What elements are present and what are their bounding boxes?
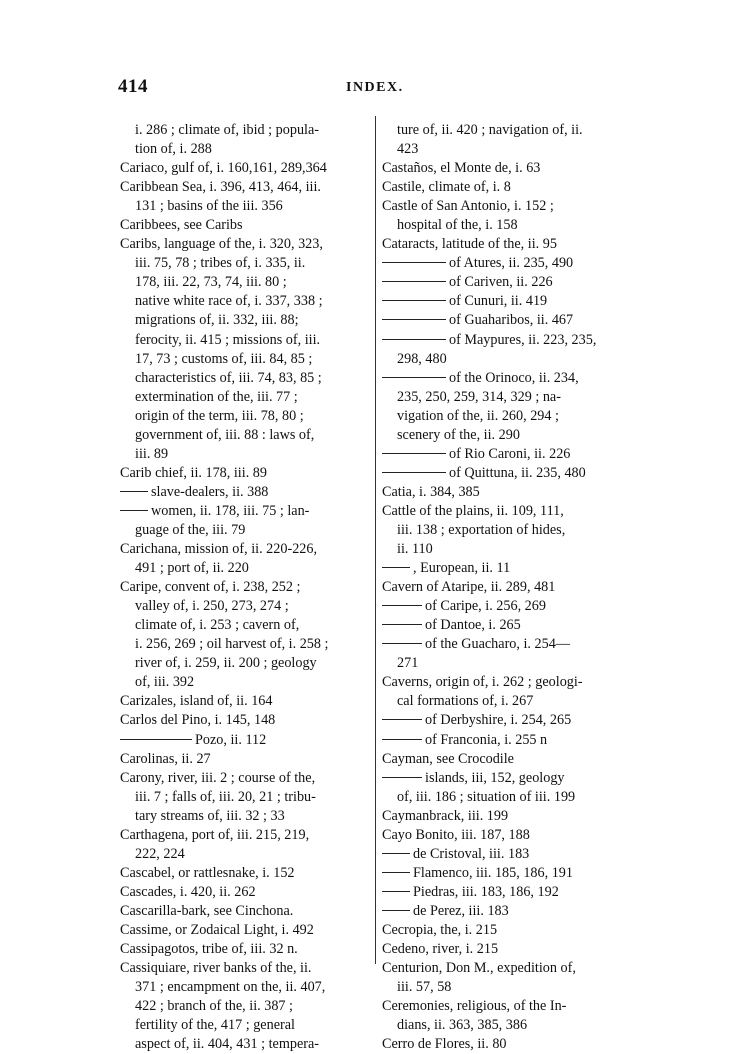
index-line — [120, 959, 372, 978]
page-number: 414 — [118, 76, 148, 97]
index-line-text: of Quittuna, ii. 235, 480 — [449, 464, 586, 481]
ditto-dash — [382, 300, 446, 301]
index-line-text: Cassime, or Zodaical Light, i. 492 — [120, 921, 314, 938]
ditto-dash — [382, 719, 422, 720]
index-line — [120, 845, 372, 864]
index-line — [382, 426, 644, 445]
index-line-text: scenery of the, ii. 290 — [397, 426, 520, 443]
index-line — [382, 769, 644, 788]
index-line — [120, 331, 372, 350]
index-line — [120, 407, 372, 426]
index-line-text: Cassipagotos, tribe of, iii. 32 n. — [120, 941, 298, 958]
index-line — [120, 864, 372, 883]
index-line — [382, 997, 644, 1016]
index-line — [120, 769, 372, 788]
index-line-text: Cariaco, gulf of, i. 160,161, 289,364 — [120, 160, 327, 177]
index-line — [120, 540, 372, 559]
index-line-text: Castaños, el Monte de, i. 63 — [382, 160, 541, 177]
index-line-text: Castle of San Antonio, i. 152 ; — [382, 198, 554, 215]
index-line-text: Caymanbrack, iii. 199 — [382, 807, 509, 824]
index-line — [382, 883, 644, 902]
index-line-text: Cayman, see Crocodile — [382, 750, 514, 767]
index-line — [120, 140, 372, 159]
index-line-text: of Cariven, ii. 226 — [449, 274, 553, 291]
index-line-text: Cayo Bonito, iii. 187, 188 — [382, 826, 530, 843]
index-line — [120, 807, 372, 826]
index-line — [382, 692, 644, 711]
index-line — [382, 597, 644, 616]
index-line — [382, 464, 644, 483]
index-line-text: of the Orinoco, ii. 234, — [449, 369, 579, 386]
index-line — [382, 235, 644, 254]
index-line — [120, 883, 372, 902]
index-line-text: vigation of the, ii. 260, 294 ; — [397, 407, 559, 424]
ditto-dash — [382, 377, 446, 378]
index-line-text: ture of, ii. 420 ; navigation of, ii. — [397, 122, 583, 138]
index-line-text: Centurion, Don M., expedition of, — [382, 960, 576, 977]
index-line-text: migrations of, ii. 332, iii. 88; — [135, 312, 299, 329]
index-line — [120, 940, 372, 959]
index-line-text: Carichana, mission of, ii. 220-226, — [120, 541, 318, 558]
index-line — [382, 311, 644, 330]
index-line — [382, 407, 644, 426]
index-line-text: fertility of the, 417 ; general — [135, 1017, 295, 1034]
index-line — [120, 921, 372, 940]
index-line-text: Cecropia, the, i. 215 — [382, 921, 498, 938]
index-line-text: Caribs, language of the, i. 320, 323, — [120, 236, 323, 253]
index-line-text: of Caripe, i. 256, 269 — [425, 598, 546, 615]
index-line — [382, 521, 644, 540]
index-line — [382, 483, 644, 502]
index-line-text: islands, iii, 152, geology — [425, 769, 565, 786]
index-line — [120, 254, 372, 273]
index-line-text: extermination of the, iii. 77 ; — [135, 388, 298, 405]
index-line-text: of, iii. 186 ; situation of iii. 199 — [397, 788, 576, 805]
index-line-text: Carony, river, iii. 2 ; course of the, — [120, 769, 316, 786]
index-line — [382, 654, 644, 673]
index-line-text: Carthagena, port of, iii. 215, 219, — [120, 826, 310, 843]
index-line — [120, 350, 372, 369]
index-line-text: Cascabel, or rattlesnake, i. 152 — [120, 864, 295, 881]
index-line-text: Carib chief, ii. 178, iii. 89 — [120, 464, 267, 481]
index-line-text: 371 ; encampment on the, ii. 407, — [135, 979, 326, 996]
index-line — [120, 692, 372, 711]
index-line-text: Catia, i. 384, 385 — [382, 483, 480, 500]
index-line — [120, 731, 372, 750]
index-line-text: hospital of the, i. 158 — [397, 217, 518, 234]
index-line-text: Cascarilla-bark, see Cinchona. — [120, 902, 294, 919]
index-line-text: of Cunuri, ii. 419 — [449, 293, 548, 310]
index-line — [120, 464, 372, 483]
index-line — [382, 902, 644, 921]
index-line-text: 178, iii. 22, 73, 74, iii. 80 ; — [135, 274, 287, 291]
index-line — [382, 216, 644, 235]
index-column-left — [120, 121, 372, 1054]
index-line — [382, 369, 644, 388]
index-line-text: of Derbyshire, i. 254, 265 — [425, 712, 572, 729]
index-line — [382, 635, 644, 654]
index-line — [120, 483, 372, 502]
index-line — [382, 750, 644, 769]
index-line — [382, 1035, 644, 1054]
index-line-text: Caripe, convent of, i. 238, 252 ; — [120, 579, 301, 596]
index-line — [382, 807, 644, 826]
ditto-dash — [382, 739, 422, 740]
index-line — [120, 597, 372, 616]
ditto-dash — [382, 472, 446, 473]
index-line — [382, 711, 644, 730]
index-line — [120, 997, 372, 1016]
ditto-dash — [382, 567, 410, 568]
index-line — [120, 292, 372, 311]
index-line-text: cal formations of, i. 267 — [397, 693, 534, 710]
index-line-text: 131 ; basins of the iii. 356 — [135, 198, 283, 215]
index-line-text: ii. 110 — [397, 541, 433, 558]
index-line — [382, 845, 644, 864]
index-line-text: Cerro de Flores, ii. 80 — [382, 1036, 507, 1053]
index-line-text: Caribbees, see Caribs — [120, 217, 243, 234]
index-line — [120, 369, 372, 388]
ditto-dash — [382, 453, 446, 454]
index-line-text: of Maypures, ii. 223, 235, — [449, 331, 597, 348]
index-line — [382, 1016, 644, 1035]
index-line — [382, 578, 644, 597]
index-line — [120, 978, 372, 997]
index-line-text: Cattle of the plains, ii. 109, 111, — [382, 502, 564, 519]
index-line-text: Piedras, iii. 183, 186, 192 — [413, 883, 559, 900]
index-line — [120, 635, 372, 654]
index-line — [382, 540, 644, 559]
index-line-text: of Franconia, i. 255 n — [425, 731, 548, 748]
index-line-text: Castile, climate of, i. 8 — [382, 179, 511, 196]
index-line — [120, 711, 372, 730]
index-line — [382, 140, 644, 159]
index-line-text: de Perez, iii. 183 — [413, 902, 509, 919]
index-line — [120, 673, 372, 692]
index-line-text: i. 286 ; climate of, ibid ; popula- — [135, 122, 320, 138]
ditto-dash — [382, 643, 422, 644]
index-line — [382, 921, 644, 940]
index-line — [120, 750, 372, 769]
index-line-text: tary streams of, iii. 32 ; 33 — [135, 807, 285, 824]
index-line-text: 298, 480 — [397, 350, 447, 367]
index-line-text: Ceremonies, religious, of the In- — [382, 998, 567, 1015]
index-line — [382, 864, 644, 883]
index-line — [382, 788, 644, 807]
index-line-text: government of, iii. 88 : laws of, — [135, 426, 315, 443]
index-line-text: 222, 224 — [135, 845, 185, 862]
index-line-text: de Cristoval, iii. 183 — [413, 845, 530, 862]
index-line — [382, 826, 644, 845]
ditto-dash — [382, 605, 422, 606]
index-line-text: Pozo, ii. 112 — [195, 731, 267, 748]
index-line — [120, 616, 372, 635]
index-line-text: iii. 57, 58 — [397, 979, 452, 996]
index-line — [120, 654, 372, 673]
index-line-text: of Guaharibos, ii. 467 — [449, 312, 574, 329]
index-line-text: Cascades, i. 420, ii. 262 — [120, 883, 256, 900]
index-line-text: native white race of, i. 337, 338 ; — [135, 293, 323, 310]
index-line — [120, 159, 372, 178]
index-line — [382, 159, 644, 178]
index-line-text: iii. 75, 78 ; tribes of, i. 335, ii. — [135, 255, 306, 272]
ditto-dash — [382, 262, 446, 263]
index-line — [382, 673, 644, 692]
index-line-text: iii. 7 ; falls of, iii. 20, 21 ; tribu- — [135, 788, 316, 805]
index-line — [382, 121, 644, 140]
index-line-text: dians, ii. 363, 385, 386 — [397, 1017, 528, 1034]
index-line-text: of Atures, ii. 235, 490 — [449, 255, 574, 272]
index-line — [120, 788, 372, 807]
running-head: INDEX. — [346, 80, 404, 95]
index-line-text: guage of the, iii. 79 — [135, 521, 246, 538]
index-line — [382, 273, 644, 292]
index-line-text: Caribbean Sea, i. 396, 413, 464, iii. — [120, 179, 321, 196]
index-line — [120, 178, 372, 197]
index-column-right — [382, 121, 644, 1054]
ditto-dash — [382, 339, 446, 340]
index-line-text: i. 256, 269 ; oil harvest of, i. 258 ; — [135, 636, 329, 653]
ditto-dash — [382, 872, 410, 873]
index-line — [120, 1035, 372, 1054]
index-line — [382, 292, 644, 311]
index-line-text: Flamenco, iii. 185, 186, 191 — [413, 864, 573, 881]
index-line-text: iii. 89 — [135, 445, 169, 462]
index-line — [382, 616, 644, 635]
index-line-text: women, ii. 178, iii. 75 ; lan- — [151, 502, 310, 519]
index-line-text: of Dantoe, i. 265 — [425, 617, 521, 634]
ditto-dash — [382, 891, 410, 892]
ditto-dash — [382, 910, 410, 911]
ditto-dash — [382, 319, 446, 320]
index-line — [382, 959, 644, 978]
index-line — [382, 731, 644, 750]
index-line-text: Cataracts, latitude of the, ii. 95 — [382, 236, 557, 253]
column-rule — [375, 116, 376, 964]
index-line-text: valley of, i. 250, 273, 274 ; — [135, 598, 289, 615]
index-line — [120, 826, 372, 845]
index-line — [382, 978, 644, 997]
index-line-text: of the Guacharo, i. 254— — [425, 636, 570, 653]
index-line-text: slave-dealers, ii. 388 — [151, 483, 269, 500]
ditto-dash — [120, 510, 148, 511]
index-line — [382, 350, 644, 369]
index-line — [120, 197, 372, 216]
index-line-text: 235, 250, 259, 314, 329 ; na- — [397, 388, 561, 405]
index-line — [382, 445, 644, 464]
index-line-text: characteristics of, iii. 74, 83, 85 ; — [135, 369, 322, 386]
index-line-text: tion of, i. 288 — [135, 141, 212, 158]
index-line-text: 491 ; port of, ii. 220 — [135, 560, 249, 577]
index-line — [120, 559, 372, 578]
index-line — [120, 235, 372, 254]
index-line — [382, 254, 644, 273]
index-line-text: Carlos del Pino, i. 145, 148 — [120, 712, 276, 729]
index-line-text: iii. 138 ; exportation of hides, — [397, 521, 566, 538]
ditto-dash — [382, 624, 422, 625]
index-line — [120, 502, 372, 521]
index-line — [120, 1016, 372, 1035]
index-line-text: ferocity, ii. 415 ; missions of, iii. — [135, 331, 321, 348]
index-line — [120, 216, 372, 235]
index-line-text: 422 ; branch of the, ii. 387 ; — [135, 998, 294, 1015]
index-line-text: , European, ii. 11 — [413, 560, 511, 577]
ditto-dash — [120, 491, 148, 492]
index-line — [120, 388, 372, 407]
index-line — [382, 178, 644, 197]
index-line-text: river of, i. 259, ii. 200 ; geology — [135, 655, 317, 672]
index-line-text: aspect of, ii. 404, 431 ; tempera- — [135, 1036, 319, 1053]
index-line-text: 17, 73 ; customs of, iii. 84, 85 ; — [135, 350, 313, 367]
index-line — [120, 426, 372, 445]
ditto-dash — [120, 739, 192, 740]
index-line-text: Cassiquiare, river banks of the, ii. — [120, 960, 312, 977]
index-line — [382, 940, 644, 959]
ditto-dash — [382, 777, 422, 778]
index-line — [382, 331, 644, 350]
index-line — [120, 121, 372, 140]
index-line — [120, 521, 372, 540]
index-line-text: Cedeno, river, i. 215 — [382, 941, 499, 958]
index-line-text: Carolinas, ii. 27 — [120, 750, 211, 767]
ditto-dash — [382, 281, 446, 282]
index-line-text: origin of the term, iii. 78, 80 ; — [135, 407, 304, 424]
index-line-text: 423 — [397, 141, 419, 158]
index-line-text: climate of, i. 253 ; cavern of, — [135, 617, 300, 634]
index-line — [382, 502, 644, 521]
index-line — [382, 197, 644, 216]
index-line — [120, 445, 372, 464]
index-line — [120, 578, 372, 597]
index-line — [120, 311, 372, 330]
index-line — [120, 273, 372, 292]
index-line-text: of Rio Caroni, ii. 226 — [449, 445, 571, 462]
index-line-text: Cavern of Ataripe, ii. 289, 481 — [382, 579, 556, 596]
index-line-text: 271 — [397, 655, 419, 672]
ditto-dash — [382, 853, 410, 854]
index-line-text: of, iii. 392 — [135, 674, 195, 691]
index-line-text: Caverns, origin of, i. 262 ; geologi- — [382, 674, 583, 691]
index-line — [120, 902, 372, 921]
index-line — [382, 559, 644, 578]
index-line — [382, 388, 644, 407]
index-line-text: Carizales, island of, ii. 164 — [120, 693, 273, 710]
